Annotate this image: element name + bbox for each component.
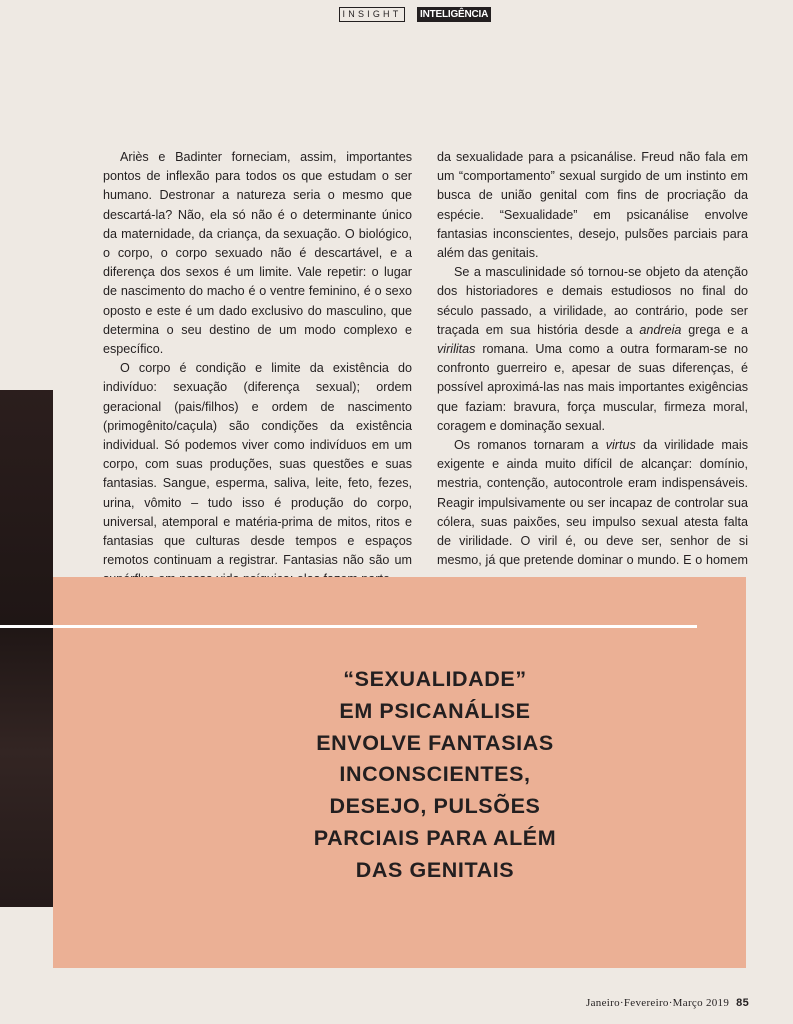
- pull-quote-rule: [0, 625, 697, 628]
- pull-quote-line: INCONSCIENTES,: [339, 762, 531, 787]
- pull-quote-line: PARCIAIS PARA ALÉM: [313, 825, 557, 850]
- pull-quote-line: DAS GENITAIS: [355, 857, 515, 882]
- page-footer: [586, 997, 749, 1009]
- text-run: romana. Uma como a outra formaram-se no confronto guerreiro e, apesar de suas diferenças, é possível aproximá-las nas mais importantes exigências que faziam: bravura, força muscular, firmeza moral, coragem e dominação sexual.: [437, 342, 748, 433]
- article-column-left: [103, 148, 412, 590]
- article-paragraph: O corpo é condição e limite da existência do indivíduo: sexuação (diferença sexual); ordem geracional (pais/filhos) e ordem de nascimento (primogênito/caçula) são condições da existência individual. Só podemos viver como indivíduos em um corpo, com suas produções, suas questões e suas fantasias. Sangue, esperma, saliva, leite, feto, fezes, urina, vômito – tudo isso é produção do corpo, universal, atemporal e matéria-prima de mitos, ritos e fantasias que culturas desde tempos e espaços remotos continuam a registrar. Fantasias não são um: [103, 361, 412, 568]
- italic-term-virilitas: virilitas: [437, 342, 476, 357]
- section-header: [339, 7, 491, 22]
- italic-term-virtus: virtus: [605, 438, 636, 453]
- text-run: da virilidade mais exigente e ainda muito difícil de alcançar: domínio, mestria, contenção, autocontrole eram indispensáveis. Reagir impulsivamente ou ser incapaz de controlar sua cólera, suas paixões, seu impulso sexual atesta falta de virilidade. O viril é, ou deve ser, senhor de si mesmo, já que pretende dominar o mundo. E o homem: [437, 438, 749, 568]
- pull-quote: [270, 664, 600, 887]
- photo-edge: [0, 390, 53, 907]
- pull-quote-line: “SEXUALIDADE”: [343, 667, 527, 691]
- section-tag-inteligencia: INTELIGÊNCIA: [417, 7, 491, 22]
- article-paragraph: da sexualidade para a psicanálise. Freud não fala em um “comportamento” sexual surgido de um instinto em busca de união genital com fins de procriação da espécie. “Sexualidade” em psicanálise envolve fantasias inconscientes, desejo, pulsões parciais para além das genitais.: [437, 150, 748, 261]
- text-run: Os romanos tornaram a: [454, 438, 606, 453]
- text-run: Se a masculinidade só tornou-se objeto da atenção dos historiadores e demais estudiosos no final do século passado, a virilidade, ao contrário, pode ser traçada em sua história desde a: [437, 265, 748, 337]
- article-paragraph: [437, 436, 748, 570]
- issue-date: Janeiro·Fevereiro·Março 2019: [586, 997, 730, 1009]
- italic-term-andreia: andreia: [639, 322, 682, 337]
- article-paragraph: [437, 263, 748, 436]
- pull-quote-line: EM PSICANÁLISE: [339, 698, 531, 723]
- page-number: 85: [736, 997, 749, 1009]
- pull-quote-line: DESEJO, PULSÕES: [329, 794, 541, 819]
- text-run: grega e a: [681, 322, 749, 337]
- section-label-insight: INSIGHT: [339, 7, 405, 22]
- pull-quote-line: ENVOLVE FANTASIAS: [316, 730, 554, 755]
- article-paragraph: Ariès e Badinter forneciam, assim, importantes pontos de inflexão para todos os que estudam o ser humano. Destronar a natureza seria o mesmo que descartá-la? Não, ela só não é o determinante único da maternidade, da criança, da sexuação. O biológico, o corpo, o corpo sexuado não é descartável, e a diferença dos sexos é um limite. Vale repetir: o lugar de nascimento do macho é o ventre feminino, é o sexo oposto e este é um dado exclusivo do masculino, que determina o seu destino de um modo complexo e específico.: [103, 150, 412, 357]
- article-column-right: [437, 148, 748, 570]
